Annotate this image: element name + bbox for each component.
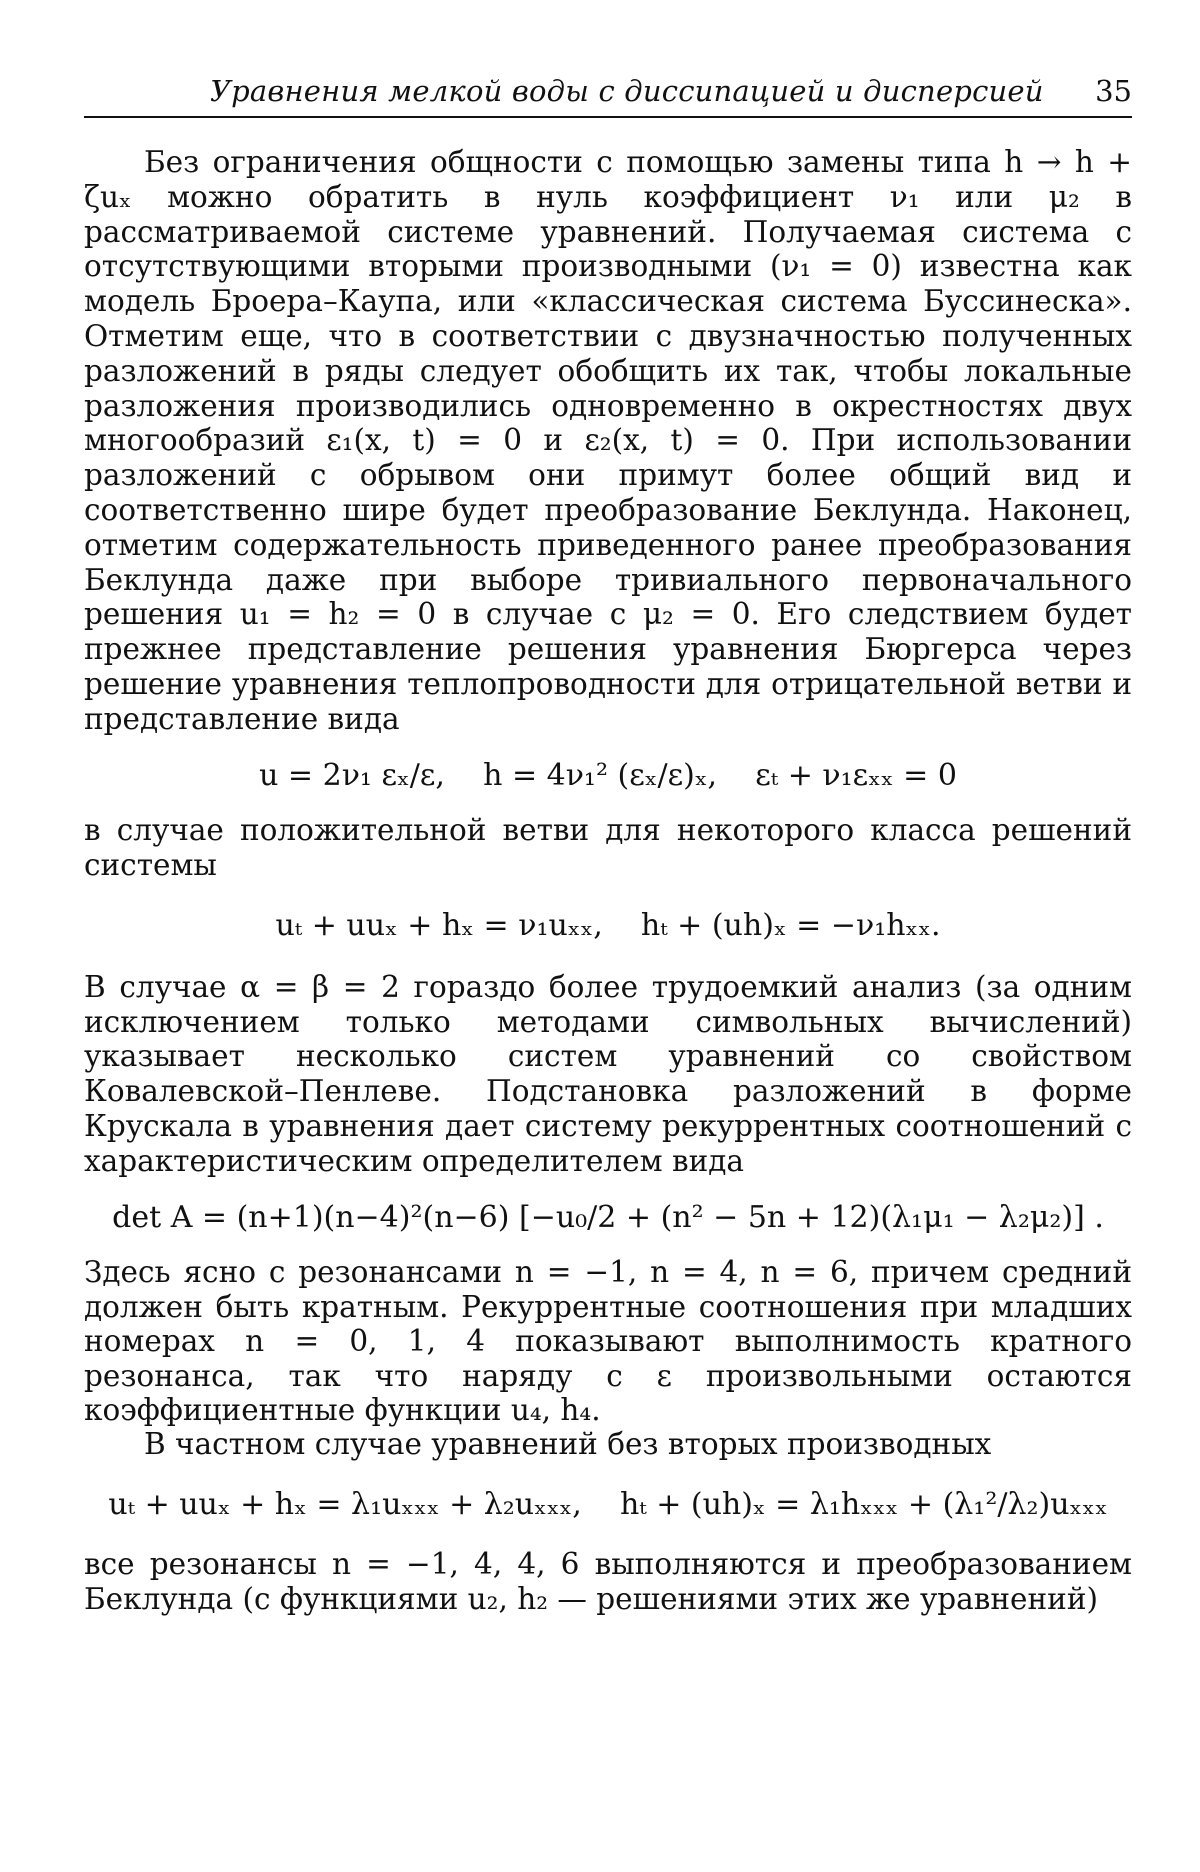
paragraph-4: Здесь ясно с резонансами n = −1, n = 4, n = 6, причем средний должен быть кратным. Рекуррентные соотношения при младших номерах n = 0, 1, 4 показывают выполнимость кратного резонанса, так что наряду с ε произвольными остаются коэффициентные функции u₄, h₄. [84, 1255, 1132, 1427]
paragraph-1: Без ограничения общности с помощью замены типа h → h + ζuₓ можно обратить в нуль коэффициент ν₁ или μ₂ в рассматриваемой системе уравнений. Получаемая система с отсутствующими вторыми производными (ν₁ = 0) известна как модель Броера–Каупа, или «классическая система Буссинеска». Отметим еще, что в соответствии с двузначностью полученных разложений в ряды следует обобщить их так, чтобы локальные разложения производились одновременно в окрестностях двух многообразий ε₁(x, t) = 0 и ε₂(x, t) = 0. При использовании разложений с обрывом они примут более общий вид и соответственно шире будет преобразование Беклунда. Наконец, отметим содержательность приведенного ранее преобразования Беклунда даже при выборе тривиального первоначального решения u₁ = h₂ = 0 в случае с μ₂ = 0. Его следствием будет прежнее представление решения уравнения Бюргерса через решение уравнения теплопроводности для отрицательной ветви и представление вида [84, 145, 1132, 736]
page-number: 35 [1095, 74, 1132, 108]
page-header [84, 72, 1132, 118]
paragraph-6: все резонансы n = −1, 4, 4, 6 выполняются и преобразованием Беклунда (с функциями u₂, h₂ — решениями этих же уравнений) [84, 1546, 1132, 1616]
equation-system: uₜ + uuₓ + hₓ = ν₁uₓₓ, hₜ + (uh)ₓ = −ν₁hₓₓ. [275, 907, 941, 943]
page-body [84, 145, 1132, 1617]
paragraph-5: В частном случае уравнений без вторых производных [144, 1427, 992, 1462]
equation-determinant: det A = (n+1)(n−4)²(n−6) [−u₀/2 + (n² − 5n + 12)(λ₁μ₁ − λ₂μ₂)] . [112, 1199, 1104, 1235]
paragraph-2: в случае положительной ветви для некоторого класса решений системы [84, 813, 1132, 883]
equation-third-order-system: uₜ + uuₓ + hₓ = λ₁uₓₓₓ + λ₂uₓₓₓ, hₜ + (uh)ₓ = λ₁hₓₓₓ + (λ₁²/λ₂)uₓₓₓ [108, 1487, 1108, 1523]
paragraph-3: В случае α = β = 2 гораздо более трудоемкий анализ (за одним исключением только методами символьных вычислений) указывает несколько систем уравнений со свойством Ковалевской–Пенлеве. Подстановка разложений в форме Крускала в уравнения дает систему рекуррентных соотношений с характеристическим определителем вида [84, 969, 1132, 1178]
equation-heat-representation: u = 2ν₁ εₓ/ε, h = 4ν₁² (εₓ/ε)ₓ, εₜ + ν₁εₓₓ = 0 [259, 757, 957, 793]
running-title: Уравнения мелкой воды с диссипацией и дисперсией [210, 74, 1044, 108]
